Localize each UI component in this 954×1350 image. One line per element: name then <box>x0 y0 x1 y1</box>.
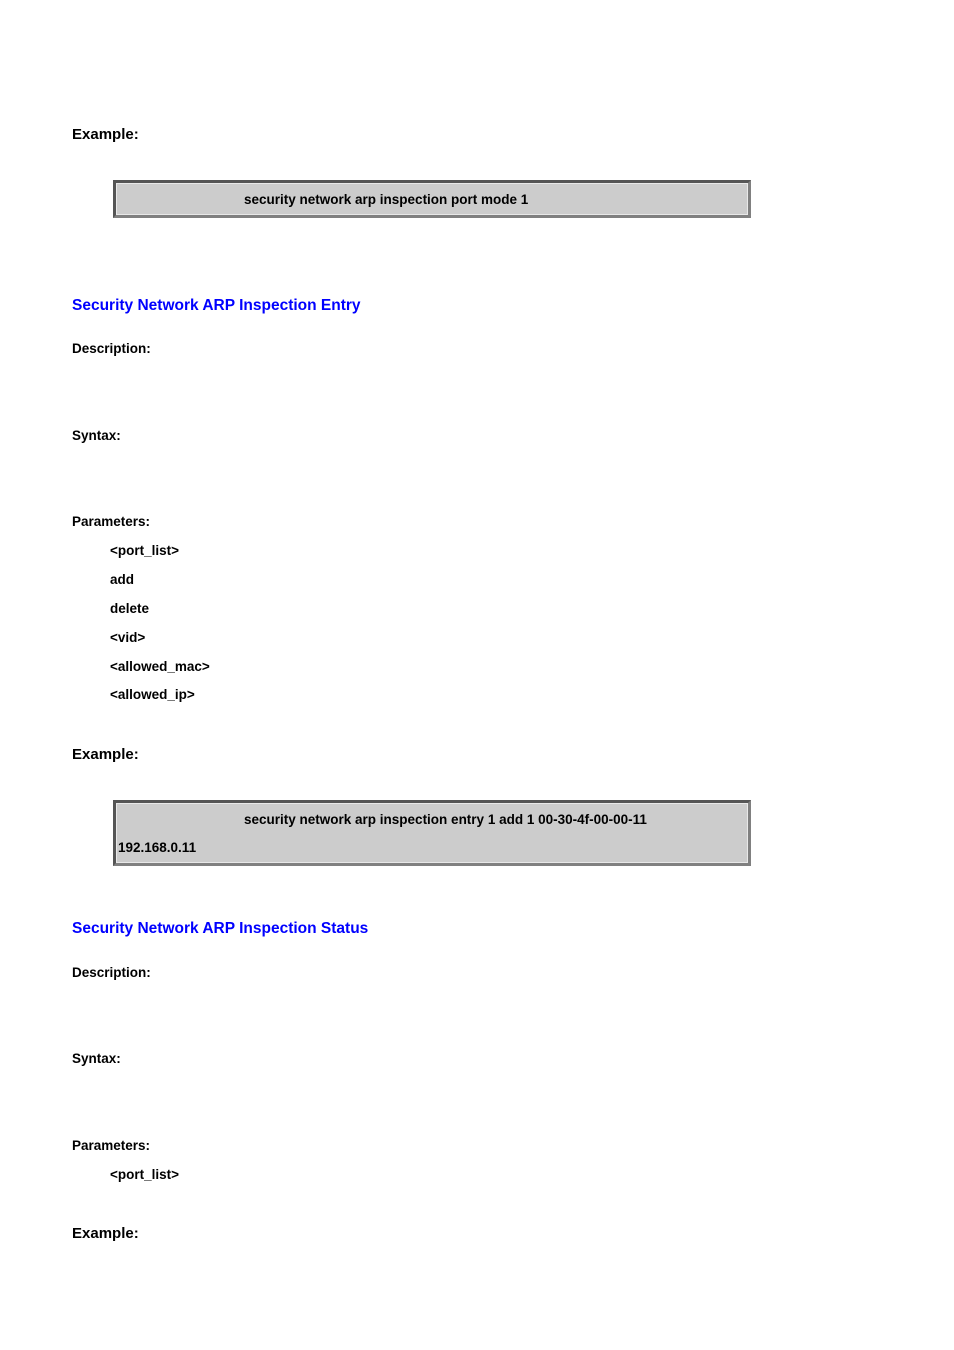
syntax-label: Syntax: <box>72 1051 121 1066</box>
parameter-item: delete <box>110 601 150 616</box>
syntax-label: Syntax: <box>72 428 121 443</box>
code-example-box <box>113 180 751 218</box>
parameters-label: Parameters: <box>72 1138 151 1153</box>
code-example-text-continued: 192.168.0.11 <box>118 840 197 855</box>
parameter-item: <allowed_mac> <box>110 659 210 674</box>
description-label: Description: <box>72 341 151 356</box>
example-label: Example: <box>72 126 139 143</box>
parameter-item: add <box>110 572 135 587</box>
section-title-status: Security Network ARP Inspection Status <box>72 920 369 937</box>
parameters-label: Parameters: <box>72 514 151 529</box>
parameter-item: <port_list> <box>110 1167 180 1182</box>
code-example-text: security network arp inspection port mode 1 <box>244 192 529 207</box>
parameter-item: <port_list> <box>110 543 180 558</box>
code-example-box <box>113 800 751 866</box>
example-label: Example: <box>72 1225 139 1242</box>
section-title-entry: Security Network ARP Inspection Entry <box>72 297 361 314</box>
description-label: Description: <box>72 965 151 980</box>
code-example-text: security network arp inspection entry 1 add 1 00-30-4f-00-00-11 <box>244 812 647 827</box>
parameter-item: <vid> <box>110 630 146 645</box>
parameter-item: <allowed_ip> <box>110 687 195 702</box>
example-label: Example: <box>72 746 139 763</box>
